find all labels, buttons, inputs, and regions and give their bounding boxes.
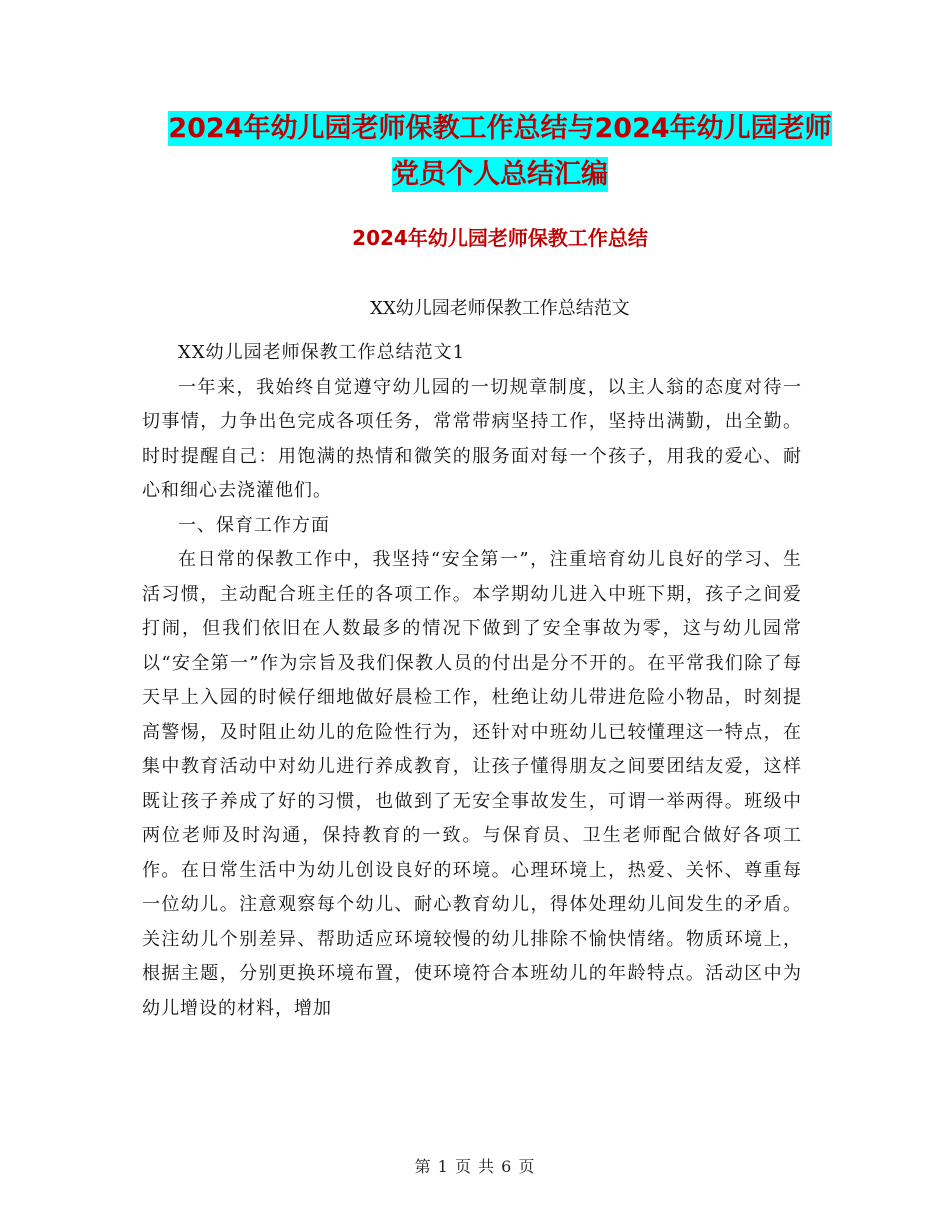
title-line-1: 2024年幼儿园老师保教工作总结与2024年幼儿园老师 — [168, 113, 832, 144]
document-title — [120, 106, 880, 198]
document-subtitle: 2024年幼儿园老师保教工作总结 — [352, 226, 648, 250]
body-text — [142, 336, 802, 1026]
paragraph: XX幼儿园老师保教工作总结范文1 — [178, 342, 466, 363]
title-line-2: 党员个人总结汇编 — [392, 159, 608, 190]
paragraph: 一年来，我始终自觉遵守幼儿园的一切规章制度，以主人翁的态度对待一切事情，力争出色完成各项任务，常常带病坚持工作，坚持出满勤，出全勤。时时提醒自己：用饱满的热情和微笑的服务面对每一个孩子，用我的爱心、耐心和细心去浇灌他们。 — [142, 376, 802, 501]
section-heading: XX幼儿园老师保教工作总结范文 — [370, 298, 630, 319]
paragraph: 在日常的保教工作中，我坚持“安全第一”，注重培育幼儿良好的学习、生活习惯，主动配合班主任的各项工作。本学期幼儿进入中班下期，孩子之间爱打闹，但我们依旧在人数最多的情况下做到了安全事故为零，这与幼儿园常以“安全第一”作为宗旨及我们保教人员的付出是分不开的。在平常我们除了每天早上入园的时候仔细地做好晨检工作，杜绝让幼儿带进危险小物品，时刻提高警惕，及时阻止幼儿的危险性行为，还针对中班幼儿已较懂理这一特点，在集中教育活动中对幼儿进行养成教育，让孩子懂得朋友之间要团结友爱，这样既让孩子养成了好的习惯，也做到了无安全事故发生，可谓一举两得。班级中两位老师及时沟通，保持教育的一致。与保育员、卫生老师配合做好各项工作。在日常生活中为幼儿创设良好的环境。心理环境上，热爱、关怀、尊重每一位幼儿。注意观察每个幼儿、耐心教育幼儿，得体处理幼儿间发生的矛盾。关注幼儿个别差异、帮助适应环境较慢的幼儿排除不愉快情绪。物质环境上，根据主题，分别更换环境布置，使环境符合本班幼儿的年龄特点。活动区中为幼儿增设的材料，增加 — [142, 549, 802, 1019]
paragraph: 一、保育工作方面 — [178, 514, 330, 536]
page-footer: 第 1 页 共 6 页 — [414, 1157, 536, 1176]
